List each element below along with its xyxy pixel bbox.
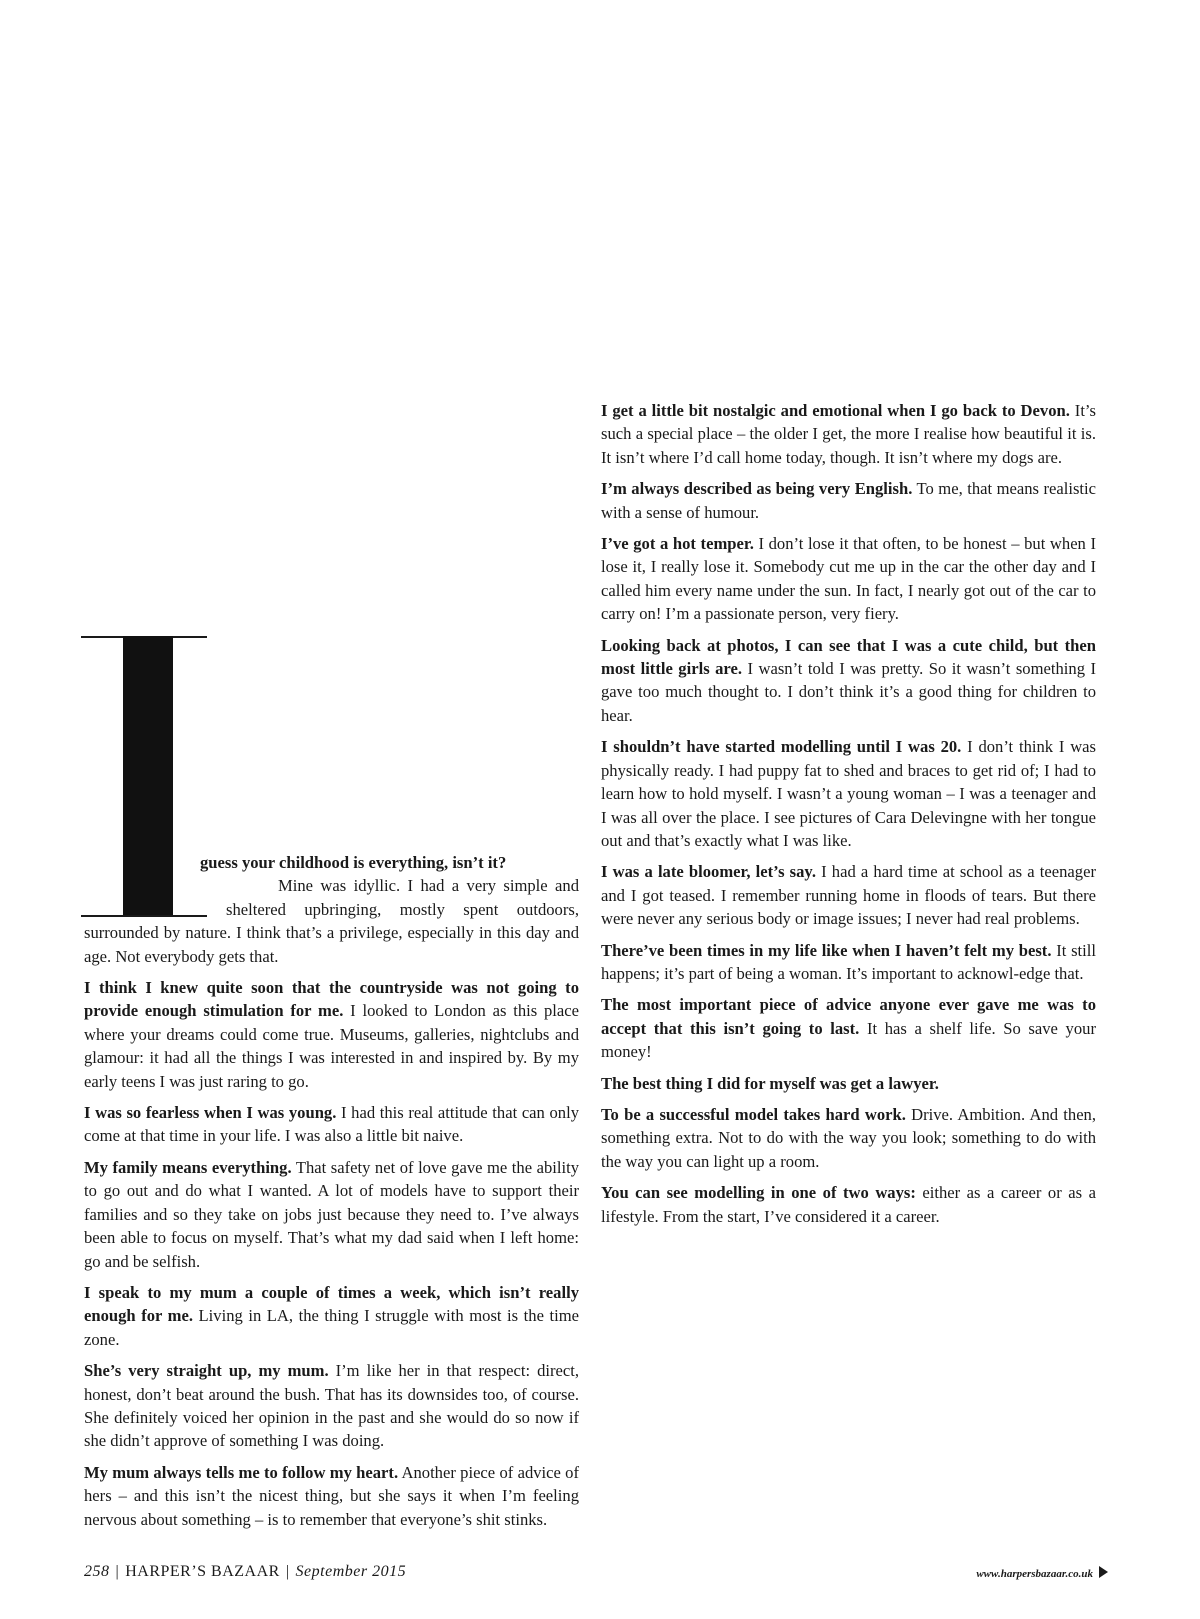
paragraph-body: I wasn’t told I was pretty. So it wasn’t something I gave too much thought to. I don’t think it’s a good thing for children to hear. (601, 659, 1096, 725)
left-paragraph-list (84, 976, 579, 1531)
website-url[interactable]: www.harpersbazaar.co.uk (976, 1568, 1093, 1580)
paragraph-lead: I’m always described as being very English. (601, 479, 913, 499)
footer-separator: | (115, 1563, 120, 1580)
right-triangle-icon (1099, 1566, 1108, 1578)
paragraph-body: It’s such a special place – the older I get, the more I realise how beautiful it is. It isn’t where I’d call home today, though. It isn’t where my dogs are. (601, 401, 1096, 467)
paragraph-body: It has a shelf life. So save your money! (601, 1018, 1096, 1062)
paragraph (601, 1103, 1096, 1173)
paragraph-lead: Looking back at photos, I can see that I was a cute child, but then most little girls are. (601, 635, 1096, 679)
paragraph-lead: The most important piece of advice anyone ever gave me was to accept that this isn’t going to last. (601, 995, 1096, 1038)
paragraph-lead: I think I knew quite soon that the countryside was not going to provide enough stimulation for me. (84, 978, 579, 1021)
issue-date: September 2015 (295, 1563, 407, 1580)
intro-line-1: guess your childhood is everything, isn’t it? (200, 853, 507, 872)
paragraph-lead: You can see modelling in one of two ways: (601, 1183, 916, 1203)
paragraph-body: I don’t think I was physically ready. I had puppy fat to shed and braces to get rid of; I had to learn how to hold myself. I wasn’t a young woman – I was a teenager and I was all over the place. I see pictures of Cara Delevingne with her tongue out and that’s exactly what I was like. (601, 737, 1096, 850)
paragraph (601, 532, 1096, 626)
paragraph-body: Another piece of advice of hers – and this isn’t the nicest thing, but she says it when I’m feeling nervous about something – is to remember that everyone’s shit stinks. (84, 1462, 579, 1529)
paragraph (84, 1156, 579, 1273)
paragraph-lead: My family means everything. (84, 1157, 292, 1177)
paragraph-lead: To be a successful model takes hard work. (601, 1104, 906, 1124)
paragraph (601, 939, 1096, 986)
paragraph (601, 634, 1096, 728)
paragraph-body: I had this real attitude that can only come at that time in your life. I was also a little bit naive. (84, 1103, 579, 1146)
paragraph (84, 1101, 579, 1148)
paragraph (84, 1461, 579, 1531)
right-paragraph-list (601, 399, 1096, 1228)
paragraph-lead: I’ve got a hot temper. (601, 534, 754, 554)
paragraph (601, 860, 1096, 930)
intro-rest: surrounded by nature. I think that’s a privilege, especially in this day and age. Not everybody gets that. (84, 923, 579, 966)
paragraph-lead: There’ve been times in my life like when I haven’t felt my best. (601, 940, 1052, 960)
paragraph-lead: I was so fearless when I was young. (84, 1103, 337, 1123)
footer-folio (84, 1563, 406, 1581)
paragraph-body: I had a hard time at school as a teenager and I got teased. I remember running home in floods of tears. But there were never any serious body or image issues; I never had real problems. (601, 862, 1096, 929)
intro-paragraph (84, 851, 579, 968)
paragraph (84, 1359, 579, 1453)
paragraph (601, 399, 1096, 469)
paragraph-lead: I speak to my mum a couple of times a week, which isn’t really enough for me. (84, 1282, 579, 1326)
paragraph-body: I’m like her in that respect: direct, honest, don’t beat around the bush. That has its downsides too, of course. She definitely voiced her opinion in the past and she would do so now if she didn’t approve of something I was doing. (84, 1361, 579, 1451)
intro-line-3: sheltered upbringing, mostly spent outdoors, (226, 899, 579, 919)
paragraph (601, 1181, 1096, 1228)
paragraph-body: I looked to London as this place where your dreams could come true. Museums, galleries, nightclubs and glamour: it had all the things I was interested in and inspired by. By my early teens I was just raring to go. (84, 1001, 579, 1091)
footer-separator: | (285, 1563, 290, 1580)
paragraph-lead: The best thing I did for myself was get a lawyer. (601, 1073, 939, 1093)
paragraph-body: I don’t lose it that often, to be honest – but when I lose it, I really lose it. Somebody cut me up in the car the other day and I called him every name under the sun. In fact, I nearly got out of the car to carry on! I’m a passionate person, very fiery. (601, 534, 1096, 624)
paragraph-lead: My mum always tells me to follow my heart. (84, 1462, 399, 1482)
paragraph (601, 735, 1096, 852)
footer-website[interactable] (976, 1566, 1108, 1580)
paragraph (601, 993, 1096, 1063)
paragraph-lead: I shouldn’t have started modelling until I was 20. (601, 737, 962, 757)
intro-line-2: Mine was idyllic. I had a very simple and (278, 876, 579, 896)
paragraph-body: That safety net of love gave me the ability to go out and do what I wanted. A lot of models have to support their families and so they take on jobs just because they need to. I’ve always been able to focus on myself. That’s what my dad said when I left home: go and be selfish. (84, 1157, 580, 1271)
paragraph (601, 477, 1096, 524)
right-column (601, 399, 1096, 1236)
paragraph-lead: She’s very straight up, my mum. (84, 1361, 329, 1381)
paragraph-lead: I was a late bloomer, let’s say. (601, 862, 816, 882)
paragraph (601, 1072, 1096, 1095)
paragraph-body: To me, that means realistic with a sense of humour. (601, 479, 1096, 522)
paragraph (84, 976, 579, 1093)
left-column (84, 851, 579, 1539)
paragraph-body: It still happens; it’s part of being a woman. It’s important to acknowl-edge that. (601, 940, 1096, 983)
paragraph (84, 1281, 579, 1351)
magazine-name: HARPER’S BAZAAR (125, 1563, 280, 1580)
paragraph-body: either as a career or as a lifestyle. From the start, I’ve considered it a career. (601, 1183, 1096, 1226)
paragraph-body: Living in LA, the thing I struggle with most is the time zone. (84, 1306, 579, 1349)
paragraph-lead: I get a little bit nostalgic and emotional when I go back to Devon. (601, 401, 1070, 420)
page-number: 258 (84, 1563, 110, 1580)
paragraph-body: Drive. Ambition. And then, something extra. Not to do with the way you look; something to do with the way you can light up a room. (601, 1104, 1096, 1171)
